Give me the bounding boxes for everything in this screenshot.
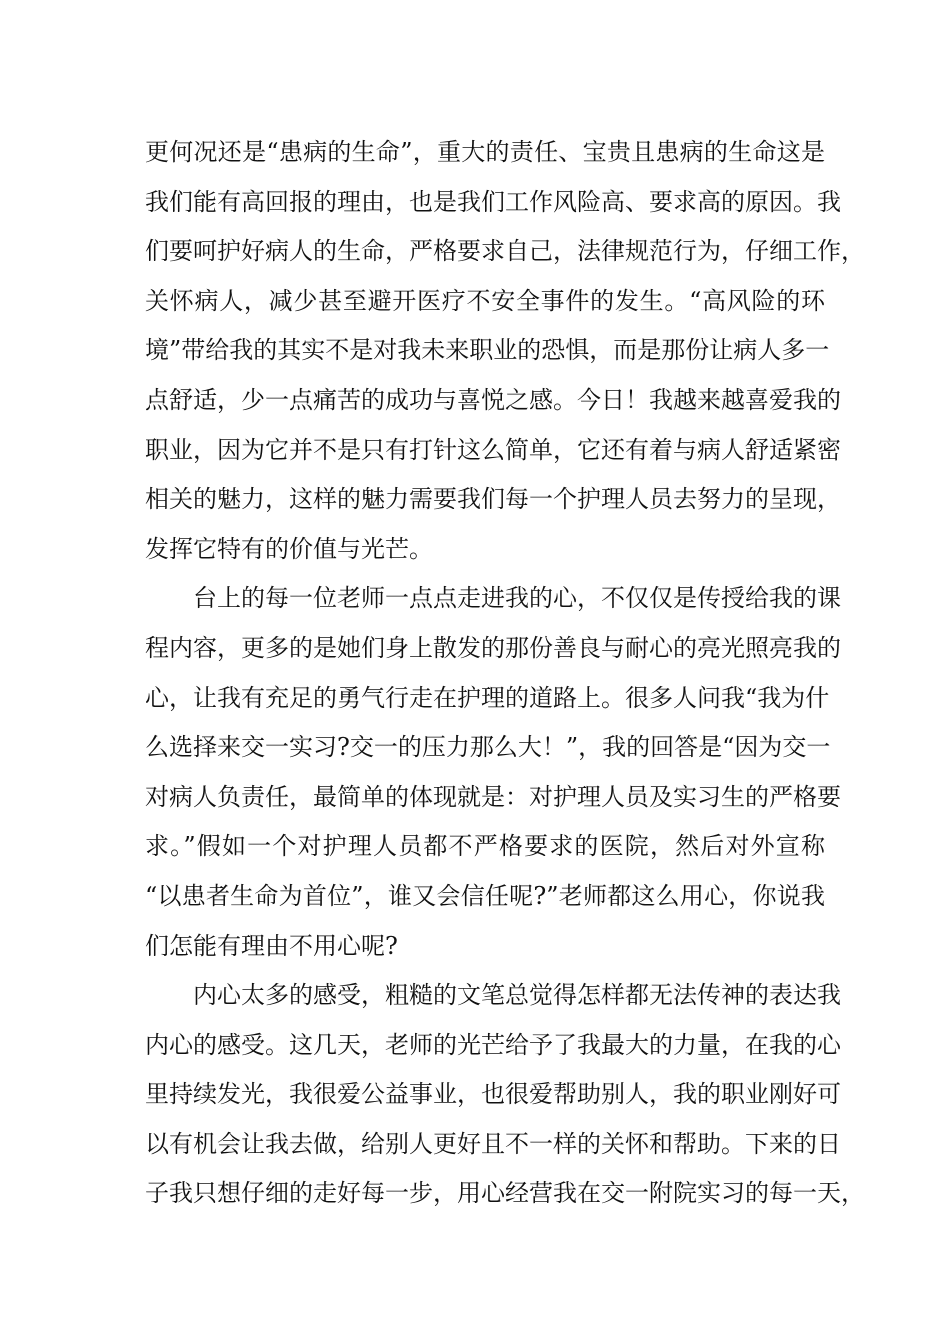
text-line: 以有机会让我去做，给别人更好且不一样的关怀和帮助。下来的日 bbox=[145, 1129, 841, 1158]
text-line: 子我只想仔细的走好每一步，用心经营我在交一附院实习的每一天， bbox=[145, 1179, 865, 1208]
paragraph-1 bbox=[145, 128, 865, 574]
text-line: 对病人负责任，最简单的体现就是：对护理人员及实习生的严格要 bbox=[145, 782, 841, 811]
text-line: 更何况还是“患病的生命”，重大的责任、宝贵且患病的生命这是 bbox=[145, 138, 825, 166]
text-line: 我们能有高回报的理由，也是我们工作风险高、要求高的原因。我 bbox=[145, 187, 841, 216]
text-line: 职业，因为它并不是只有打针这么简单，它还有着与病人舒适紧密 bbox=[145, 435, 841, 464]
text-line: 台上的每一位老师一点点走进我的心，不仅仅是传授给我的课 bbox=[193, 584, 841, 613]
text-line: 么选择来交一实习?交一的压力那么大！”，我的回答是“因为交一 bbox=[145, 733, 831, 762]
text-line: 求。”假如一个对护理人员都不严格要求的医院，然后对外宣称 bbox=[145, 832, 825, 861]
text-line: 点舒适，少一点痛苦的成功与喜悦之感。今日！我越来越喜爱我的 bbox=[145, 385, 841, 414]
text-line: 程内容，更多的是她们身上散发的那份善良与耐心的亮光照亮我的 bbox=[145, 633, 841, 662]
text-line: 心，让我有充足的勇气行走在护理的道路上。很多人问我“我为什 bbox=[145, 683, 830, 712]
text-line: 相关的魅力，这样的魅力需要我们每一个护理人员去努力的呈现， bbox=[145, 485, 841, 514]
body-text bbox=[145, 128, 865, 1219]
text-line: 发挥它特有的价值与光芒。 bbox=[145, 534, 433, 563]
text-line: 境”带给我的其实不是对我未来职业的恐惧，而是那份让病人多一 bbox=[145, 336, 830, 365]
text-line: 内心的感受。这几天，老师的光芒给予了我最大的力量，在我的心 bbox=[145, 1030, 841, 1059]
text-line: 们要呵护好病人的生命，严格要求自己，法律规范行为，仔细工作， bbox=[145, 237, 865, 266]
text-line: “以患者生命为首位”，谁又会信任呢?”老师都这么用心，你说我 bbox=[145, 881, 825, 910]
paragraph-3 bbox=[145, 971, 865, 1219]
text-line: 内心太多的感受，粗糙的文笔总觉得怎样都无法传神的表达我 bbox=[193, 981, 841, 1010]
text-line: 们怎能有理由不用心呢? bbox=[145, 931, 398, 960]
paragraph-2 bbox=[145, 574, 841, 971]
text-line: 里持续发光，我很爱公益事业，也很爱帮助别人，我的职业刚好可 bbox=[145, 1080, 841, 1109]
text-line: 关怀病人，减少甚至避开医疗不安全事件的发生。“高风险的环 bbox=[145, 286, 825, 315]
